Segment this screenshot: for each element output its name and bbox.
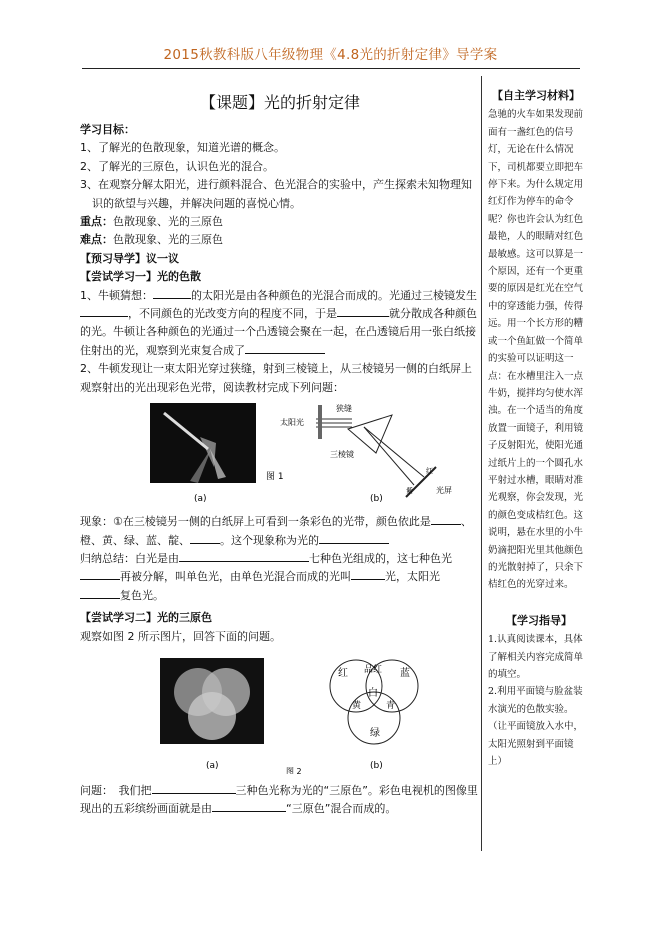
try2-intro: 观察如图 2 所示图片，回答下面的问题。 — [80, 629, 281, 643]
phenomenon-text-a: 现象：①在三棱镜另一侧的白纸屏上可看到一条彩色的光带，颜色依此是 — [80, 515, 431, 529]
fig1b-slit-label: 狭缝 — [336, 404, 352, 414]
guide-item-2: 2.利用平面镜与脸盆装水演光的色散实验。（让平面镜放入水中，太阳光照射到平面镜上） — [488, 686, 584, 768]
sidebar — [488, 83, 586, 770]
page-header: 2015秋教科版八年级物理《4.8光的折射定律》导学案 — [163, 47, 498, 63]
figure-1-graphic — [80, 397, 478, 509]
figure-2-graphic — [80, 646, 478, 774]
fig2-caption: 图 2 — [286, 766, 302, 774]
question-text-c: “三原色”混合而成的。 — [286, 802, 397, 816]
blank-11[interactable] — [80, 587, 120, 599]
summary-text-b: 七种色光组成的，这七种色光 — [309, 551, 452, 565]
venn-white-label: 白 — [368, 687, 378, 699]
key-label: 重点： — [80, 215, 113, 229]
material-heading: 【自主学习材料】 — [492, 89, 580, 102]
fig1b-red-label: 红 — [426, 467, 433, 476]
summary — [80, 550, 478, 605]
fig1b-out-violet — [364, 427, 414, 485]
try1-p2: 2、牛顿发现让一束太阳光穿过狭缝，射到三棱镜上，从三棱镜另一侧的白纸屏上观察射出的光出现彩色光带，阅读教材完成下列问题： — [80, 362, 472, 394]
blank-12[interactable] — [152, 782, 236, 794]
difficulty-text: 色散现象、光的三原色 — [113, 233, 223, 247]
venn-magenta-label: 品红 — [364, 664, 383, 675]
summary-text-c: 再被分解，叫单色光，由单色光混合而成的光叫 — [120, 570, 351, 584]
p1-text-d: 就分散成各种颜色的光。牛顿让各种颜色的光通过一个凸透镜会聚在一起，在凸透镜后用一张白纸接住射出的光，观察到光束复合成了 — [80, 307, 477, 357]
question — [80, 782, 478, 819]
fig1b-prism-label: 三棱镜 — [330, 450, 354, 460]
blank-7[interactable] — [319, 532, 389, 544]
blank-9[interactable] — [80, 568, 120, 580]
blank-10[interactable] — [351, 568, 385, 580]
question-text-a: 问题： 我们把 — [80, 783, 152, 797]
goal-3: 3、在观察分解太阳光，进行颜料混合、色光混合的实验中，产生探索未知物理知识的欲望与兴趣，并解决问题的喜悦心情。 — [80, 178, 472, 210]
column-divider — [481, 76, 482, 851]
blank-2[interactable] — [80, 305, 128, 317]
venn-cyan-label: 青 — [386, 700, 396, 711]
difficulty-points — [80, 231, 478, 249]
goal-1: 1、了解光的色散现象，知道光谱的概念。 — [80, 141, 285, 155]
fig1b-out-red — [364, 427, 424, 477]
guide-item-1: 1.认真阅读课本，具体了解相关内容完成简单的填空。 — [488, 634, 584, 680]
phenomenon — [80, 513, 478, 550]
phenomenon-text-b: 、橙、黄、绿、蓝、靛、 — [80, 515, 472, 547]
blank-13[interactable] — [212, 800, 286, 812]
venn-green-label: 绿 — [370, 727, 380, 739]
lesson-title: 【课题】光的折射定律 — [199, 93, 360, 112]
summary-text-d: 光，太阳光 — [385, 570, 440, 584]
summary-text-a: 归纳总结：白光是由 — [80, 551, 179, 565]
blank-6[interactable] — [190, 532, 220, 544]
goals-heading: 学习目标： — [80, 123, 135, 136]
blank-1[interactable] — [153, 287, 191, 299]
difficulty-label: 难点： — [80, 233, 113, 247]
guide-heading: 【学习指导】 — [506, 613, 572, 627]
fig1b-violet-label: 紫 — [406, 487, 413, 496]
p1-text-b: 的太阳光是由各种颜色的光混合而成的。光通过三棱镜发生 — [191, 288, 477, 302]
key-text: 色散现象、光的三原色 — [113, 215, 223, 229]
venn-red-label: 红 — [338, 667, 348, 679]
figure-1 — [80, 397, 478, 509]
p1-text-c: ，不同颜色的光改变方向的程度不同，于是 — [128, 307, 337, 321]
summary-text-e: 复色光。 — [120, 588, 164, 602]
p1-text-a: 1、牛顿猜想： — [80, 288, 153, 302]
fig1-caption: 图 1 — [266, 472, 284, 483]
try2-heading: 【尝试学习二】光的三原色 — [80, 611, 212, 625]
preview-heading: 【预习导学】议一议 — [80, 251, 179, 265]
blank-5[interactable] — [431, 513, 461, 525]
venn-blue-label: 蓝 — [400, 667, 410, 679]
fig1b-slit — [318, 405, 322, 439]
try1-heading: 【尝试学习一】光的色散 — [80, 270, 201, 284]
venn-yellow-label: 黄 — [352, 700, 362, 711]
fig2a-label: (a) — [206, 760, 219, 771]
question-text-b: 三种色光称为光的“三原色”。彩色电视机的图像里现出的五彩缤纷画面就是由 — [80, 783, 478, 816]
blank-3[interactable] — [337, 305, 389, 317]
main-column — [80, 121, 478, 819]
blank-4[interactable] — [245, 342, 325, 354]
fig2b-label: (b) — [370, 760, 383, 771]
try1-p1 — [80, 287, 478, 361]
phenomenon-text-c: 。这个现象称为光的 — [220, 533, 319, 547]
header-rule — [82, 68, 580, 69]
figure-2 — [80, 646, 478, 774]
material-text: 急驰的火车如果发现前面有一盏红色的信号灯，无论在什么情况下，司机都要立即把车停下来。为什么规定用红灯作为停车的命令呢？你也许会认为红色最艳，人的眼睛对红色最敏感。这可以算是一个原因，还有一个更重要的原因是红光在空气中的穿透能力强，传得远。用一个长方形的糟或一个鱼缸做一个简单的实验可以证明这一点：在水槽里注入一点牛奶，搅拌均匀使水浑浊。在一个适当的角度放置一面镜子，利用镜子反射阳光，使阳光通过纸片上的一个圆孔水平射过水槽，眼睛对准光观察，你会发现，光的颜色变成桔红色。这说明，悬在水里的小牛奶滴把阳光里其他颜色的光散射掉了，只余下桔红色的光穿过来。 — [488, 109, 584, 591]
fig1b-sun-label: 太阳光 — [280, 418, 304, 428]
blank-8[interactable] — [179, 550, 309, 562]
fig1b-screen-label: 光屏 — [436, 486, 452, 496]
fig1b-label: (b) — [370, 494, 383, 505]
fig1a-label: (a) — [194, 494, 207, 505]
goal-2: 2、了解光的三原色，认识色光的混合。 — [80, 159, 274, 173]
fig2a-circle-bottom — [188, 692, 236, 740]
key-points — [80, 213, 478, 231]
